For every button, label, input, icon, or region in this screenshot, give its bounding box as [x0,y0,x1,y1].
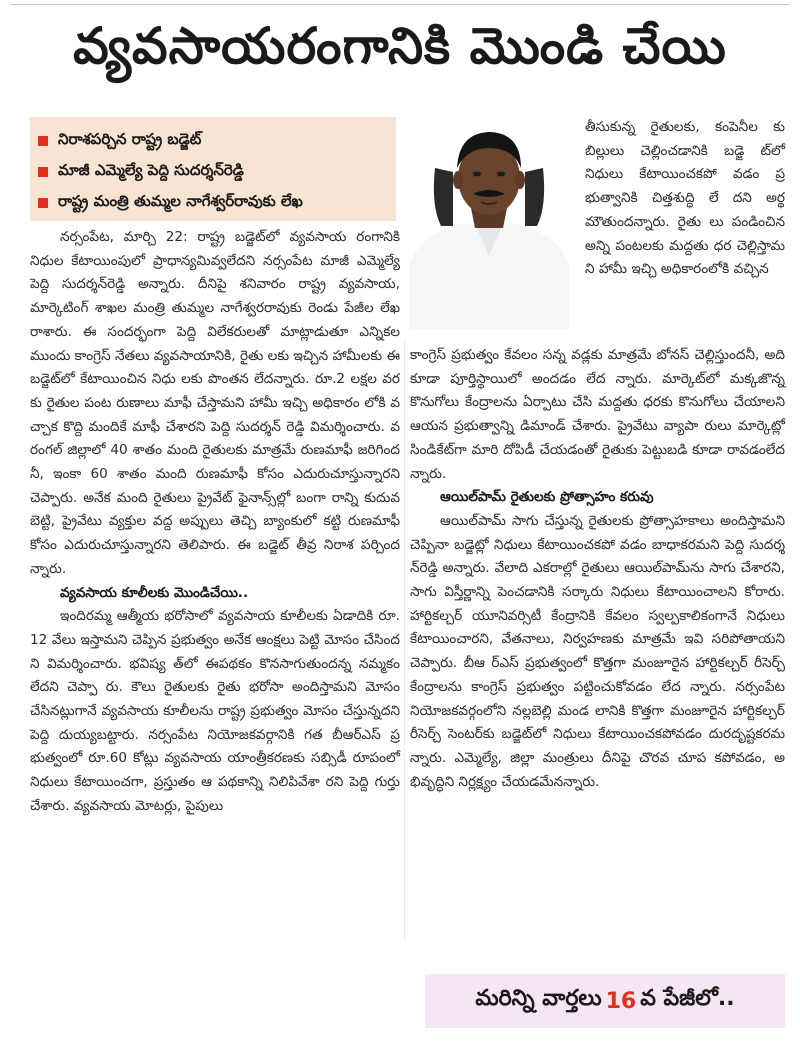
column-divider [404,340,405,940]
paragraph: కాంగ్రెస్ ప్రభుత్వం కేవలం సన్న వడ్లకు మాత్రమే బోనస్ చెల్లిస్తుందనీ, అది కూడా పూర్తిస్థాయిలో అందడం లేద న్నారు. మార్కెట్‌లో మక్కజొన్న కొనుగోలు కేంద్రాలను ఏర్పాటు చేసి మద్దతు ధరకు కొనుగోలు చేయాలని ఆయన ప్రభుత్వాన్ని డిమాండ్ చేశారు. ప్రైవేటు వ్యాపా రులు మార్కెట్లో సిండికేట్‌గా మారి దోపిడీ చేయడంతో రైతుకు పెట్టుబడి కూడా రావడంలేదన్నారు. [410,347,785,482]
highlights-box [30,117,396,221]
left-column [30,226,400,819]
bullet-square-icon [38,198,48,208]
bullet-square-icon [38,136,48,146]
subheading: ఆయిల్‌పామ్ రైతులకు ప్రోత్సాహం కరువు [440,489,654,506]
more-news-banner [425,974,785,1028]
more-news-page-number: 16 [605,988,637,1014]
more-news-suffix: వ పేజీలో.. [640,986,735,1011]
bullet-square-icon [38,167,48,177]
top-rule [10,4,790,5]
more-news-prefix: మరిన్ని వార్తలు [475,986,602,1011]
headline: వ్యవసాయరంగానికి మొండి చేయి [73,17,727,75]
right-column-bottom [410,344,785,794]
highlight-text: రాష్ట్ర మంత్రి తుమ్మల నాగేశ్వర్‌రావుకు లేఖ [58,191,303,210]
highlight-item [38,187,390,218]
highlight-text: నిరాశపర్చిన రాష్ట్ర బడ్జెట్ [58,129,202,148]
subheading: వ్యవసాయ కూలీలకు మొండిచేయి.. [60,584,249,601]
paragraph: ఇందిరమ్మ ఆత్మీయ భరోసాలో వ్యవసాయ కూలీలకు ఏడాదికి రూ.12 వేలు ఇస్తామని చెప్పిన ప్రభుత్వం అనేక ఆంక్షలు పెట్టి మోసం చేసిందని విమర్శించారు. భవిష్య త్‌లో ఈపథకం కొనసాగుతుందన్న నమ్మకం లేదని చెప్పా రు. కౌలు రైతులకు రైతు భరోసా అందిస్తామని మోసం చేసినట్లుగానే వ్యవసాయ కూలీలను రాష్ట్ర ప్రభుత్వం మోసం చేస్తున్నదని పెద్ది దుయ్యబట్టారు. నర్సంపేట నియోజకవర్గానికి గత బీఆర్ఎస్ ప్రభుత్వంలో రూ.60 కోట్లు వ్యవసాయ యాంత్రీకరణకు సబ్సిడీ రూపంలో నిధులు కేటాయించగా, ప్రస్తుతం ఆ పథకాన్ని నిలిపివేశా రని పెద్ది గుర్తు చేశారు. వ్యవసాయ మోటర్లు, పైపులు [30,608,400,814]
highlight-text: మాజీ ఎమ్మెల్యే పెద్ది సుదర్శన్‌రెడ్డి [58,160,244,179]
paragraph: తీసుకున్న రైతులకు, కంపెనీల కు బిల్లులు చెల్లించడానికి బడ్జె ట్‌లో నిధులు కేటాయించకపో వడం ప్రభుత్వానికి చిత్తశుద్ధి లే దని అర్థమౌతుందన్నారు. రైతు లు పండించిన అన్ని పంటలకు మద్దతు ధర చెల్లిస్తామని హామీ ఇచ్చి అధికారంలోకి వచ్చిన [585,119,785,278]
highlight-item [38,125,390,156]
highlight-item [38,156,390,187]
paragraph: నర్సంపేట, మార్చి 22: రాష్ట్ర బడ్జెట్‌లో వ్యవసాయ రంగానికి నిధుల కేటాయింపులో ప్రాధాన్యమివ్వలేదని నర్సంపేట మాజీ ఎమ్మెల్యే పెద్ది సుదర్శన్‌రెడ్డి అన్నారు. దీనిపై శనివారం రాష్ట్ర వ్యవసాయ, మార్కెటింగ్ శాఖల మంత్రి తుమ్మల నాగేశ్వరరావుకు రెండు పేజీల లేఖ రాశారు. ఈ సందర్భంగా పెద్ది విలేకరులతో మాట్లాడుతూ ఎన్నికల ముందు కాంగ్రెస్ నేతలు వ్యవసాయానికి, రైతు లకు ఇచ్చిన హామీలకు ఈ బడ్జెట్‌లో కేటాయించిన నిధు లకు పొంతన లేదన్నారు. రూ.2 లక్షల వరకు రైతుల పంట రుణాలు మాఫీ చేస్తామని హామీ ఇచ్చి అధికారం లోకి వచ్చాక కొద్ది మందికే మాఫీ చేశారని పెద్ది సుదర్శన్ రెడ్డి విమర్శించారు. వరంగల్ జిల్లాలో 40 శాతం మంది రైతులకు మాత్రమే రుణమాఫీ జరిగిందనీ, ఇంకా 60 శాతం మంది రుణమాఫీ కోసం ఎదురుచూస్తున్నారని చెప్పారు. అనేక మంది రైతులు ప్రైవేట్ ఫైనాన్స్‌ల్లో బంగా రాన్ని కుదువబెట్టి, ప్రైవేటు వ్యక్తుల వద్ద అప్పులు తెచ్చి బ్యాంకులో కట్టి రుణమాఫీ కోసం ఎదురుచూస్తున్నారని తెలిపారు. ఈ బడ్జెట్ తీవ్ర నిరాశ పర్చిందన్నారు. [30,229,400,577]
politician-photo [405,116,573,330]
right-column-top [585,116,785,282]
paragraph: ఆయిల్‌పామ్ సాగు చేస్తున్న రైతులకు ప్రోత్సాహకాలు అందిస్తామని చెప్పినా బడ్జెట్లో నిధులు కేటాయించకపో వడం బాధాకరమని పెద్ది సుదర్శన్‌రెడ్డి అన్నారు. వేలాది ఎకరాల్లో రైతులు ఆయిల్‌పామ్‌ను సాగు చేశారని, సాగు విస్తీర్ణాన్ని పెంచడానికి సర్కారు నిధులు కేటాయించాలని కోరారు. హార్టికల్చర్ యూనివర్సిటీ కేంద్రానికి కేవలం స్వల్పకాలికంగానే నిధులు కేటాయించారని, వేతనాలు, నిర్వహణకు మాత్రమే ఇవి సరిపోతాయని చెప్పారు. బీఆ ర్ఎస్ ప్రభుత్వంలో కొత్తగా మంజూరైన హార్టికల్చర్ రీసెర్చ్ కేంద్రాలను కాంగ్రెస్ ప్రభుత్వం పట్టించుకోవడం లేద న్నారు. నర్సంపేట నియోజకవర్గంలోని నల్లబెల్లి మండ లానికి కొత్తగా మంజూరైన హార్టికల్చర్ రీసెర్చ్ సెంటర్‌కు బడ్జెట్‌లో నిధులు కేటాయించకపోవడం దురదృష్టకరమ న్నారు. ఎమ్మెల్యే, జిల్లా మంత్రులు దీనిపై చొరవ చూప కపోవడం, అభివృద్ధిని నిర్లక్ష్యం చేయడమేనన్నారు. [410,512,785,790]
